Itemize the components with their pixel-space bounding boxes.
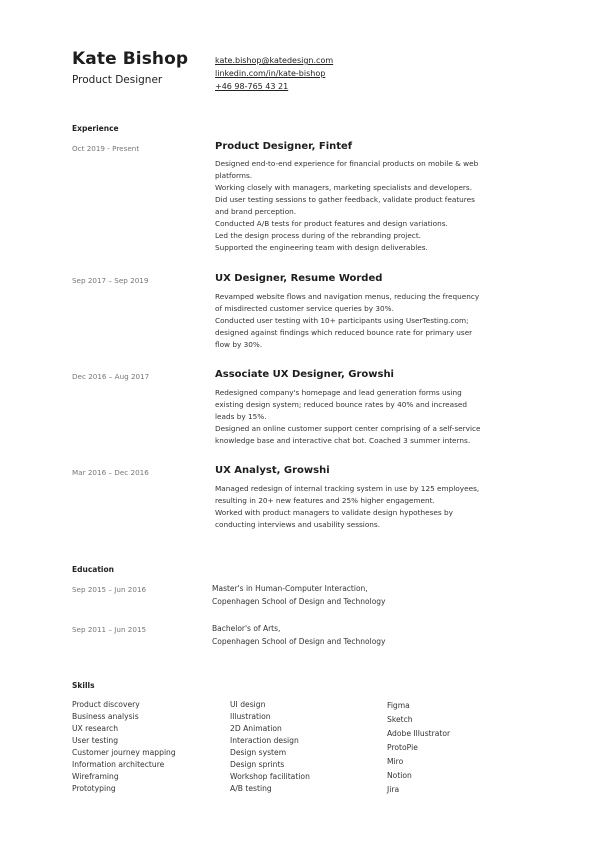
job-dates: Mar 2016 – Dec 2016 [72, 468, 149, 477]
job-dates: Oct 2019 - Present [72, 144, 140, 153]
resume-name: Kate Bishop [72, 49, 189, 69]
skill-item: Prototyping [72, 784, 116, 793]
job-line: leads by 15%. [215, 412, 267, 421]
job-line: designed against findings which reduced bounce rate for primary user [215, 328, 473, 337]
skill-item: Illustration [230, 712, 271, 721]
education-degree: Bachelor's of Arts, [212, 624, 281, 633]
job-line: Conducted A/B tests for product features and design variations. [215, 219, 448, 228]
skill-item: User testing [72, 736, 119, 745]
skill-item: ProtoPie [387, 743, 418, 752]
phone-link[interactable]: +46 98-765 43 21 [215, 82, 289, 91]
job-line: Did user testing sessions to gather feedback, validate product features [215, 195, 475, 204]
skill-item: Notion [387, 771, 412, 780]
contact-block [215, 54, 333, 93]
skill-item: Workshop facilitation [230, 772, 310, 781]
skill-item: Adobe Illustrator [387, 729, 451, 738]
job-title: Associate UX Designer, Growshi [215, 369, 394, 380]
education-entry [212, 623, 386, 648]
job-line: Led the design process during of the rebranding project. [215, 231, 422, 240]
job-line: Revamped website flows and navigation menus, reducing the frequency [215, 292, 480, 301]
education-entry [212, 583, 386, 608]
job-description [215, 387, 520, 447]
skill-item: Information architecture [72, 760, 165, 769]
experience-heading: Experience [72, 124, 119, 133]
job-line: and brand perception. [215, 207, 297, 216]
skills-column [72, 699, 176, 795]
job-description [215, 483, 520, 531]
job-line: Redesigned company's homepage and lead generation forms using [215, 388, 462, 397]
education-dates: Sep 2015 – Jun 2016 [72, 585, 147, 594]
job-title: Product Designer, Fintef [215, 141, 353, 152]
skills-column [387, 699, 450, 797]
job-line: existing design system; reduced bounce rates by 40% and increased [215, 400, 468, 409]
education-school: Copenhagen School of Design and Technology [212, 636, 386, 646]
job-line: Designed end-to-end experience for financial products on mobile & web [215, 159, 479, 168]
linkedin-link[interactable]: linkedin.com/in/kate-bishop [215, 69, 326, 78]
skill-item: Design sprints [230, 760, 285, 769]
education-dates: Sep 2011 – Jun 2015 [72, 625, 147, 634]
education-school: Copenhagen School of Design and Technology [212, 596, 386, 606]
job-title: UX Analyst, Growshi [215, 465, 330, 476]
job-description [215, 291, 520, 351]
job-line: Worked with product managers to validate design hypotheses by [215, 508, 453, 517]
education-degree: Master's in Human-Computer Interaction, [212, 584, 368, 593]
job-line: knowledge base and interactive chat bot. Coached 3 summer interns. [215, 436, 471, 445]
job-line: flow by 30%. [215, 340, 263, 349]
job-line: of misdirected customer service queries by 30%. [215, 304, 394, 313]
job-dates: Dec 2016 – Aug 2017 [72, 372, 150, 381]
job-description [215, 158, 520, 254]
skill-item: Product discovery [72, 700, 140, 709]
job-line: Working closely with managers, marketing specialists and developers. [215, 183, 473, 192]
skill-item: Design system [230, 748, 287, 757]
skill-item: 2D Animation [230, 724, 282, 733]
job-title: UX Designer, Resume Worded [215, 273, 383, 284]
skill-item: UX research [72, 724, 119, 733]
job-line: conducting interviews and usability sessions. [215, 520, 381, 529]
job-dates: Sep 2017 – Sep 2019 [72, 276, 149, 285]
skill-item: UI design [230, 700, 266, 709]
skill-item: Sketch [387, 715, 413, 724]
skill-item: Business analysis [72, 712, 139, 721]
job-line: Managed redesign of internal tracking system in use by 125 employees, [215, 484, 480, 493]
skill-item: Wireframing [72, 772, 119, 781]
email-link[interactable]: kate.bishop@katedesign.com [215, 56, 334, 65]
resume-title: Product Designer [72, 74, 163, 86]
job-line: Designed an online customer support center comprising of a self-service [215, 424, 481, 433]
skill-item: Customer journey mapping [72, 748, 176, 757]
skill-item: Figma [387, 701, 410, 710]
skills-heading: Skills [72, 681, 95, 690]
skill-item: Miro [387, 757, 404, 766]
education-heading: Education [72, 565, 114, 574]
job-line: platforms. [215, 171, 253, 180]
skill-item: A/B testing [230, 784, 272, 793]
job-line: resulting in 20+ new features and 25% higher engagement. [215, 496, 435, 505]
skill-item: Interaction design [230, 736, 299, 745]
skills-column [230, 699, 310, 795]
job-line: Conducted user testing with 10+ participants using UserTesting.com; [215, 316, 469, 325]
skill-item: Jira [387, 785, 400, 794]
job-line: Supported the engineering team with design deliverables. [215, 243, 428, 252]
